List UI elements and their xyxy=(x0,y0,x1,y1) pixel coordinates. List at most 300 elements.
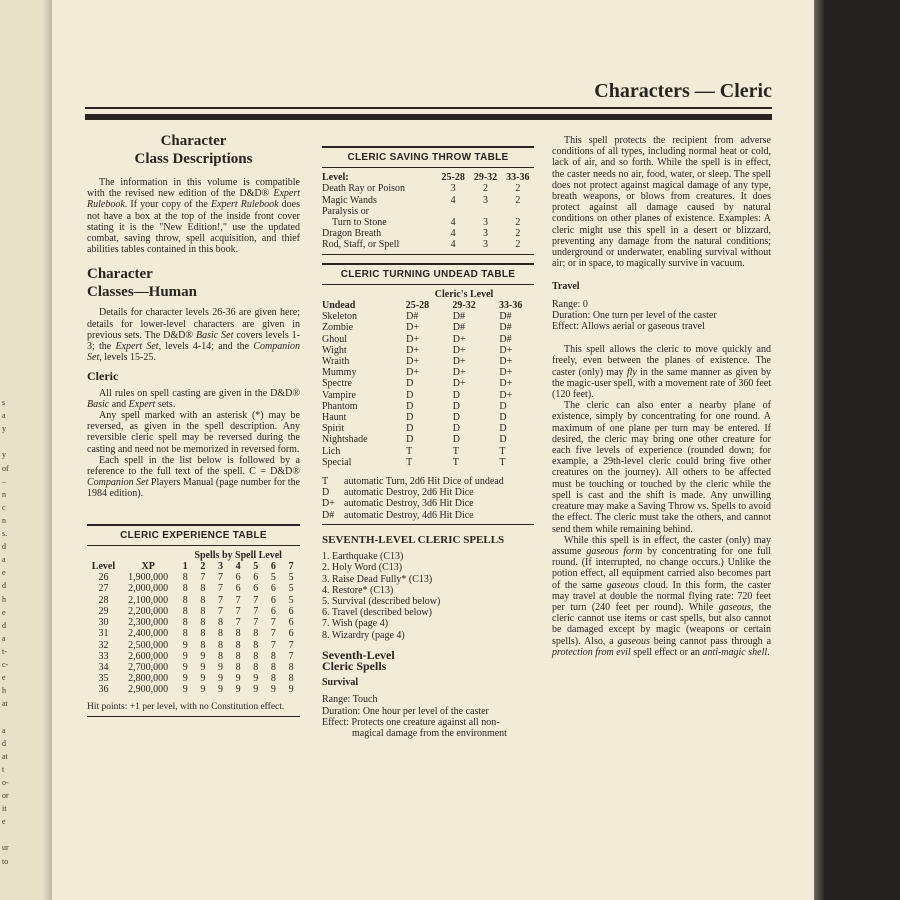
spell-count-cell: 9 xyxy=(182,661,188,673)
level-cell: 33 xyxy=(98,650,109,662)
left-page-fragment: e xyxy=(2,607,6,617)
undead-name-cell: Ghoul xyxy=(322,333,347,345)
spell-count-cell: 9 xyxy=(253,673,259,685)
table-row xyxy=(322,457,534,468)
turning-result-cell: T xyxy=(452,456,459,468)
left-page-fragment: e xyxy=(2,568,6,578)
undead-name-cell: Wraith xyxy=(322,356,350,368)
spell-count-cell: 6 xyxy=(288,628,294,640)
turning-result-cell: D xyxy=(406,434,414,446)
legend-text: automatic Destroy, 4d6 Hit Dice xyxy=(344,509,474,521)
saving-value-cell xyxy=(437,206,469,217)
spell-count-cell: 8 xyxy=(235,661,241,673)
spell-level-header: 2 xyxy=(200,561,206,573)
undead-name-cell: Nightshade xyxy=(322,434,368,446)
undead-name-cell: Wight xyxy=(322,344,347,356)
left-page-fragment: – xyxy=(2,476,6,486)
left-page-fragment: of xyxy=(2,463,9,473)
spell-count-cell: 8 xyxy=(253,661,259,673)
level-cell: 34 xyxy=(98,661,109,673)
turning-result-cell: D xyxy=(406,423,414,435)
xp-cell: 2,600,000 xyxy=(128,650,169,662)
level-cell: 35 xyxy=(98,673,109,685)
undead-name-cell: Vampire xyxy=(322,389,356,401)
saving-value-cell: 3 xyxy=(450,183,456,195)
spell-count-cell: 8 xyxy=(218,639,223,651)
turning-result-cell: D xyxy=(406,378,414,390)
saving-value-cell: 4 xyxy=(450,217,456,229)
spell-count-cell: 8 xyxy=(235,639,241,651)
left-page-fragment: e xyxy=(2,817,6,827)
spell-count-cell: 8 xyxy=(218,617,223,629)
spell-count-cell: 6 xyxy=(270,605,276,617)
turning-result-cell: D+ xyxy=(406,356,419,368)
saving-value-cell: 3 xyxy=(482,194,488,206)
turning-result-cell: D+ xyxy=(452,333,466,345)
table-row xyxy=(87,572,300,583)
saving-value-cell xyxy=(469,206,501,217)
spell-count-cell: 9 xyxy=(253,684,259,696)
left-page-fragment: d xyxy=(2,542,6,552)
list-item: 5. Survival (described below) xyxy=(322,595,441,607)
spell-count-cell: 6 xyxy=(270,594,276,606)
list-item: 6. Travel (described below) xyxy=(322,607,432,619)
spell-count-cell: 9 xyxy=(218,673,223,685)
col-level-header: Level xyxy=(91,561,116,573)
legend-item xyxy=(322,487,534,498)
saving-throw-table xyxy=(322,146,534,255)
saving-value-cell xyxy=(502,206,534,217)
spell-count-cell: 8 xyxy=(288,661,294,673)
spell-count-cell: 7 xyxy=(218,594,223,606)
left-page-fragment: to xyxy=(2,856,9,866)
spells-by-level-header: Spells by Spell Level xyxy=(194,549,282,561)
turning-result-cell: D+ xyxy=(406,344,419,356)
spell-count-cell: 8 xyxy=(253,628,259,640)
column-left xyxy=(87,132,300,725)
list-item: 3. Raise Dead Fully* (C13) xyxy=(322,573,433,585)
table-row xyxy=(87,583,300,594)
spell-count-cell: 7 xyxy=(218,583,223,595)
turning-result-cell: T xyxy=(499,445,506,457)
table-row xyxy=(87,662,300,673)
turning-result-cell: D# xyxy=(452,311,465,323)
spell-count-cell: 9 xyxy=(200,650,206,662)
undead-name-cell: Phantom xyxy=(322,400,358,412)
saving-value-cell: 3 xyxy=(482,228,488,240)
table-row xyxy=(322,311,534,322)
left-page-fragment: s. xyxy=(2,529,8,538)
spell-count-cell: 8 xyxy=(182,572,188,584)
spell-level-header: 5 xyxy=(253,561,259,573)
xp-cell: 2,700,000 xyxy=(128,661,169,673)
level-cell: 31 xyxy=(98,628,109,640)
spell-count-cell: 8 xyxy=(182,594,188,606)
undead-name-cell: Spectre xyxy=(322,378,352,390)
undead-col-header: Undead xyxy=(322,300,356,312)
list-item: 2. Holy Word (C13) xyxy=(322,562,403,574)
col-xp-header: XP xyxy=(141,561,155,573)
spell-count-cell: 7 xyxy=(253,594,259,606)
xp-cell: 2,800,000 xyxy=(128,673,169,685)
table-row xyxy=(322,378,534,389)
spell-count-cell: 8 xyxy=(200,628,206,640)
table-row xyxy=(322,434,534,445)
spell-count-cell: 7 xyxy=(235,594,241,606)
turning-col-header: 29-32 xyxy=(452,300,476,312)
spell-count-cell: 8 xyxy=(200,617,206,629)
experience-table-title: CLERIC EXPERIENCE TABLE xyxy=(120,529,267,541)
table-row xyxy=(87,640,300,651)
turning-result-cell: D xyxy=(406,400,414,412)
spell-count-cell: 9 xyxy=(182,650,188,662)
header-rule-thin xyxy=(85,107,772,109)
undead-name-cell: Zombie xyxy=(322,322,354,334)
turning-result-cell: D+ xyxy=(499,389,513,401)
survival-heading: Survival xyxy=(322,677,359,689)
left-page-fragment: a xyxy=(2,411,6,421)
spell-count-cell: 8 xyxy=(253,650,259,662)
turning-result-cell: D xyxy=(406,412,414,424)
page-edge-highlight xyxy=(814,0,824,900)
column-right xyxy=(552,135,771,658)
left-page-fragment: d xyxy=(2,581,6,591)
level-cell: 36 xyxy=(98,684,109,696)
turning-result-cell: D# xyxy=(452,322,465,334)
saving-value-cell: 4 xyxy=(450,194,456,206)
table-row xyxy=(87,628,300,639)
table-row xyxy=(322,423,534,434)
human-heading: Character Classes—Human xyxy=(87,266,198,301)
spell-count-cell: 9 xyxy=(200,673,206,685)
saving-value-cell: 2 xyxy=(482,183,488,195)
spell-count-cell: 9 xyxy=(182,639,188,651)
saving-value-cell: 2 xyxy=(515,183,521,195)
turning-result-cell: D xyxy=(499,412,507,424)
table-row xyxy=(322,195,534,206)
undead-name-cell: Haunt xyxy=(322,412,347,424)
spell-count-cell: 8 xyxy=(235,628,241,640)
spell-count-cell: 5 xyxy=(288,594,294,606)
xp-cell: 2,400,000 xyxy=(128,628,169,640)
left-page-fragment: at xyxy=(2,751,8,761)
xp-cell: 2,000,000 xyxy=(128,583,169,595)
spell-count-cell: 6 xyxy=(288,617,294,629)
left-page-fragment: e xyxy=(2,673,6,683)
seventh-spell-list xyxy=(322,551,534,641)
spell-count-cell: 8 xyxy=(253,639,259,651)
turning-result-cell: D+ xyxy=(406,333,419,345)
turning-result-cell: D xyxy=(406,389,414,401)
legend-key: D+ xyxy=(322,498,335,510)
left-page-fragment: y xyxy=(2,450,6,460)
left-page-fragment: c- xyxy=(2,660,9,669)
spell-count-cell: 9 xyxy=(200,684,206,696)
left-page-fragment: at xyxy=(2,699,8,709)
table-row xyxy=(322,322,534,333)
spell-count-cell: 8 xyxy=(200,594,206,606)
turning-result-cell: D# xyxy=(499,311,512,323)
legend-key: D xyxy=(322,487,330,499)
spell-level-header: 1 xyxy=(182,561,188,573)
legend-key: T xyxy=(322,476,329,488)
level-cell: 30 xyxy=(98,617,109,629)
turning-result-cell: D+ xyxy=(452,367,466,379)
legend-item xyxy=(322,510,534,521)
table-row xyxy=(322,239,534,250)
human-paragraph: Details for character levels 26-36 are given here; details for lower-level characters are given in previous sets. The D&D® Basic Set covers levels 1-3; the Expert Set, levels 4-14; and the Companion Set, levels 15-25. xyxy=(87,307,301,364)
travel-paragraph-3: While this spell is in effect, the caster (only) may assume gaseous form by concentrating for one full round. (If interrupted, no change occurs.) Unlike the potion effect, all equipment carried also becomes part of the same gaseous cloud. In this form, the caster may travel at double the normal flying rate: 720 feet per turn (240 feet per round). While gaseous, the cleric cannot use items or cast spells, but also cannot be damaged except by magic (weapons or certain spells). Also, a gaseous being cannot pass through a protection from evil spell effect or an anti-magic shell. xyxy=(552,534,772,658)
left-page-fragment: n xyxy=(2,515,6,525)
intro-heading: Character Class Descriptions xyxy=(134,133,253,167)
table-row xyxy=(322,412,534,423)
legend-item xyxy=(322,498,534,509)
spell-count-cell: 7 xyxy=(270,639,276,651)
travel-paragraph-1: This spell allows the cleric to move quickly and freely, even between the planes of existence. The caster (only) may fly in the same manner as given by the magic-user spell, with a movement rate of 360 feet (120 feet). xyxy=(552,344,771,401)
saving-value-cell: 4 xyxy=(450,228,456,240)
turning-result-cell: D# xyxy=(499,333,512,345)
legend-text: automatic Turn, 2d6 Hit Dice of undead xyxy=(344,476,504,488)
travel-stats: Range: 0 Duration: One turn per level of the caster Effect: Allows aerial or gaseous travel xyxy=(552,298,717,333)
turning-result-cell: T xyxy=(452,445,459,457)
spell-count-cell: 8 xyxy=(182,583,188,595)
travel-heading: Travel xyxy=(552,281,580,293)
spell-count-cell: 8 xyxy=(270,661,276,673)
cleric-paragraph-1: All rules on spell casting are given in the D&D® Basic and Expert sets. xyxy=(87,387,300,410)
left-page-fragment: a xyxy=(2,725,6,735)
spell-count-cell: 7 xyxy=(200,572,206,584)
spell-count-cell: 5 xyxy=(288,583,294,595)
table-row xyxy=(87,606,300,617)
saving-col-header: 29-32 xyxy=(473,172,498,184)
turning-result-cell: D+ xyxy=(499,378,513,390)
spell-count-cell: 7 xyxy=(218,572,223,584)
spell-count-cell: 9 xyxy=(288,684,294,696)
left-page-fragment: a xyxy=(2,555,6,565)
travel-paragraph-2: The cleric can also enter a nearby plane of existence, simply by concentrating for one round. A maximum of one plane per turn may be entered. If desired, the cleric may bring one other creature for each five levels of experience (rounded down; for example, a 29th-level cleric could bring five other creatures on the journey). All others to be affected must be touching or touched by the cleric while the spell is cast and the shift is made. Any unwilling creature may make a Saving Throw vs. Spells to avoid the effect. The cleric must take the others, and cannot send them while remaining behind. xyxy=(552,400,771,535)
spell-count-cell: 9 xyxy=(200,661,206,673)
saving-value-cell: 4 xyxy=(450,239,456,251)
spell-count-cell: 8 xyxy=(288,673,294,685)
spell-count-cell: 8 xyxy=(235,650,241,662)
spell-count-cell: 9 xyxy=(182,684,188,696)
table-row xyxy=(322,345,534,356)
turning-result-cell: D+ xyxy=(499,367,513,379)
turning-legend xyxy=(322,476,534,521)
turning-result-cell: D+ xyxy=(499,356,513,368)
spell-count-cell: 5 xyxy=(270,572,276,584)
spell-count-cell: 9 xyxy=(270,684,276,696)
table-row xyxy=(322,217,534,228)
spell-count-cell: 9 xyxy=(235,684,241,696)
table-row xyxy=(322,334,534,345)
spell-count-cell: 6 xyxy=(270,583,276,595)
seventh-spells-heading: Seventh-Level Cleric Spells xyxy=(322,647,395,673)
saving-value-cell: 3 xyxy=(482,217,488,229)
saving-level-header: Level: xyxy=(322,172,349,184)
turning-result-cell: D xyxy=(452,434,460,446)
spell-level-header: 7 xyxy=(288,561,294,573)
saving-throw-grid xyxy=(322,172,534,250)
survival-description: This spell protects the recipient from adverse conditions of all types, including normal heat or cold, lack of air, and so forth. While the spell is in effect, the caster needs no air, food, water, or sleep. The spell does not protect against magical damage of any type, breath weapons, or blows from creatures. It does protect against all damage caused by natural conditions on other planes of existence. Examples: A cleric might use this spell in a desert or blizzard, preventing any damage from the natural conditions; underground or underwater, enabling survival without air; or in space, to magically survive in vacuum. xyxy=(552,135,771,270)
spell-count-cell: 7 xyxy=(270,617,276,629)
saving-label-cell: Death Ray or Poison xyxy=(322,183,406,195)
xp-cell: 2,200,000 xyxy=(128,605,169,617)
turning-result-cell: T xyxy=(499,456,506,468)
spell-count-cell: 8 xyxy=(270,673,276,685)
spell-count-cell: 8 xyxy=(270,650,276,662)
level-cell: 32 xyxy=(98,639,109,651)
table-row xyxy=(87,684,300,695)
experience-table xyxy=(87,524,300,717)
left-page-fragment: or xyxy=(2,791,9,800)
cleric-paragraph-3: Each spell in the list below is followed by a reference to the full text of the spell. C = D&D® Companion Set Players Manual (page number for the 1984 edition). xyxy=(87,454,301,500)
left-page-fragment: a xyxy=(2,633,6,643)
spell-count-cell: 8 xyxy=(182,605,188,617)
turning-col-header: 25-28 xyxy=(405,300,430,312)
spell-count-cell: 7 xyxy=(253,617,259,629)
saving-label-cell: Dragon Breath xyxy=(322,228,382,240)
spell-count-cell: 7 xyxy=(288,650,294,662)
saving-col-header: 25-28 xyxy=(441,172,465,184)
saving-col-header: 33-36 xyxy=(506,172,530,184)
table-row xyxy=(322,390,534,401)
left-page-fragment: y xyxy=(2,424,6,434)
saving-value-cell: 2 xyxy=(515,239,521,251)
xp-cell: 2,300,000 xyxy=(128,617,169,629)
turning-result-cell: D xyxy=(452,412,460,424)
left-page-fragment: h xyxy=(2,686,6,696)
turning-col-header: 33-36 xyxy=(499,300,523,312)
spell-level-header: 3 xyxy=(218,561,223,573)
xp-cell: 1,900,000 xyxy=(128,572,169,584)
spell-count-cell: 8 xyxy=(200,605,206,617)
clerics-level-header: Cleric's Level xyxy=(434,288,494,300)
spell-count-cell: 8 xyxy=(218,628,223,640)
turning-table-title: CLERIC TURNING UNDEAD TABLE xyxy=(340,268,516,280)
list-item: 1. Earthquake (C13) xyxy=(322,551,404,563)
left-page-fragment: ur xyxy=(2,843,9,853)
turning-result-cell: D+ xyxy=(452,344,466,356)
saving-value-cell: 2 xyxy=(515,194,521,206)
table-row xyxy=(322,228,534,239)
legend-key: D# xyxy=(322,509,335,521)
turning-result-cell: D xyxy=(499,434,507,446)
left-page-fragment: o- xyxy=(2,777,9,787)
saving-throw-table-title: CLERIC SAVING THROW TABLE xyxy=(347,152,509,163)
turning-result-cell: D+ xyxy=(452,378,466,390)
spell-count-cell: 6 xyxy=(288,605,294,617)
seventh-list-title: SEVENTH-LEVEL CLERIC SPELLS xyxy=(322,533,505,546)
spell-level-header: 6 xyxy=(270,561,276,573)
cleric-paragraph-2: Any spell marked with an asterisk (*) may be reversed, as given in the spell description. Any reversible cleric spell may be reversed during the casting and need not be memorized in reversed form. xyxy=(87,410,300,455)
undead-name-cell: Lich xyxy=(322,445,341,457)
spell-count-cell: 7 xyxy=(218,605,223,617)
xp-cell: 2,900,000 xyxy=(128,684,169,696)
spell-count-cell: 6 xyxy=(253,572,259,584)
table-row xyxy=(87,595,300,606)
left-page-fragment: c xyxy=(2,502,6,512)
list-item: 7. Wish (page 4) xyxy=(322,618,389,630)
left-page-fragment: d xyxy=(2,738,6,748)
table-row xyxy=(322,356,534,367)
saving-value-cell: 3 xyxy=(482,239,488,251)
table-row xyxy=(322,401,534,412)
spell-count-cell: 9 xyxy=(235,673,241,685)
spell-count-cell: 7 xyxy=(270,628,276,640)
left-page-fragment: t xyxy=(2,764,5,774)
experience-table-footnote: Hit points: +1 per level, with no Constitution effect. xyxy=(87,701,285,712)
level-cell: 27 xyxy=(98,583,109,595)
table-row xyxy=(322,367,534,378)
turning-result-cell: D xyxy=(499,423,507,435)
list-item: 8. Wizardry (page 4) xyxy=(322,629,405,641)
turning-result-cell: D+ xyxy=(406,367,419,379)
intro-paragraph: The information in this volume is compatible with the revised new edition of the D&D® Expert Rulebook. If your copy of the Expert Rulebook does not have a box at the top of the inside front cover stating it is the "New Edition!," use the updated combat, saving throw, spell acquisition, and thief abilities tables contained in this book. xyxy=(87,177,300,256)
page-header-title: Characters — Cleric xyxy=(594,80,772,102)
undead-name-cell: Mummy xyxy=(322,367,357,379)
survival-stats: Range: Touch Duration: One hour per level of the caster Effect: Protects one creature against all non- magical damage from the environment xyxy=(322,694,507,739)
header-rule-thick xyxy=(85,114,772,120)
legend-text: automatic Destroy, 2d6 Hit Dice xyxy=(344,487,474,499)
turning-result-cell: T xyxy=(406,456,413,468)
spell-count-cell: 8 xyxy=(218,650,223,662)
saving-label-cell: Turn to Stone xyxy=(332,217,387,229)
spell-count-cell: 7 xyxy=(288,639,294,651)
list-item: 4. Restore* (C13) xyxy=(322,584,394,596)
spell-count-cell: 8 xyxy=(182,617,188,629)
turning-result-cell: D# xyxy=(406,311,419,323)
turning-result-cell: D+ xyxy=(406,322,419,334)
spell-count-cell: 8 xyxy=(182,628,188,640)
xp-cell: 2,500,000 xyxy=(128,639,169,651)
spell-level-header: 4 xyxy=(235,561,241,573)
spell-count-cell: 6 xyxy=(253,583,259,595)
legend-item xyxy=(322,476,534,487)
xp-cell: 2,100,000 xyxy=(128,594,169,606)
left-page-fragment: h xyxy=(2,594,6,604)
turning-result-cell: T xyxy=(406,445,413,457)
left-page-fragment: t- xyxy=(2,646,7,656)
turning-result-cell: D xyxy=(499,400,507,412)
undead-name-cell: Spirit xyxy=(322,423,345,435)
left-page-fragment: it xyxy=(2,804,7,814)
saving-label-cell: Rod, Staff, or Spell xyxy=(322,239,400,251)
spell-count-cell: 8 xyxy=(200,583,206,595)
turning-grid xyxy=(322,289,534,468)
spell-count-cell: 7 xyxy=(253,605,259,617)
page-gutter-shadow xyxy=(42,0,52,900)
table-row xyxy=(322,183,534,194)
spell-count-cell: 7 xyxy=(235,605,241,617)
legend-text: automatic Destroy, 3d6 Hit Dice xyxy=(344,498,474,510)
saving-value-cell: 2 xyxy=(515,228,521,240)
turning-result-cell: D xyxy=(452,423,460,435)
cleric-heading: Cleric xyxy=(87,369,119,384)
undead-name-cell: Skeleton xyxy=(322,311,357,323)
table-row xyxy=(322,206,534,217)
book-page xyxy=(52,0,814,900)
spell-count-cell: 9 xyxy=(182,673,188,685)
spell-count-cell: 7 xyxy=(235,617,241,629)
spell-count-cell: 9 xyxy=(218,661,223,673)
saving-value-cell: 2 xyxy=(515,217,521,229)
table-row xyxy=(322,446,534,457)
dark-background xyxy=(814,0,900,900)
turning-result-cell: D xyxy=(452,389,460,401)
experience-table-grid xyxy=(87,550,300,696)
spell-count-cell: 6 xyxy=(235,572,241,584)
